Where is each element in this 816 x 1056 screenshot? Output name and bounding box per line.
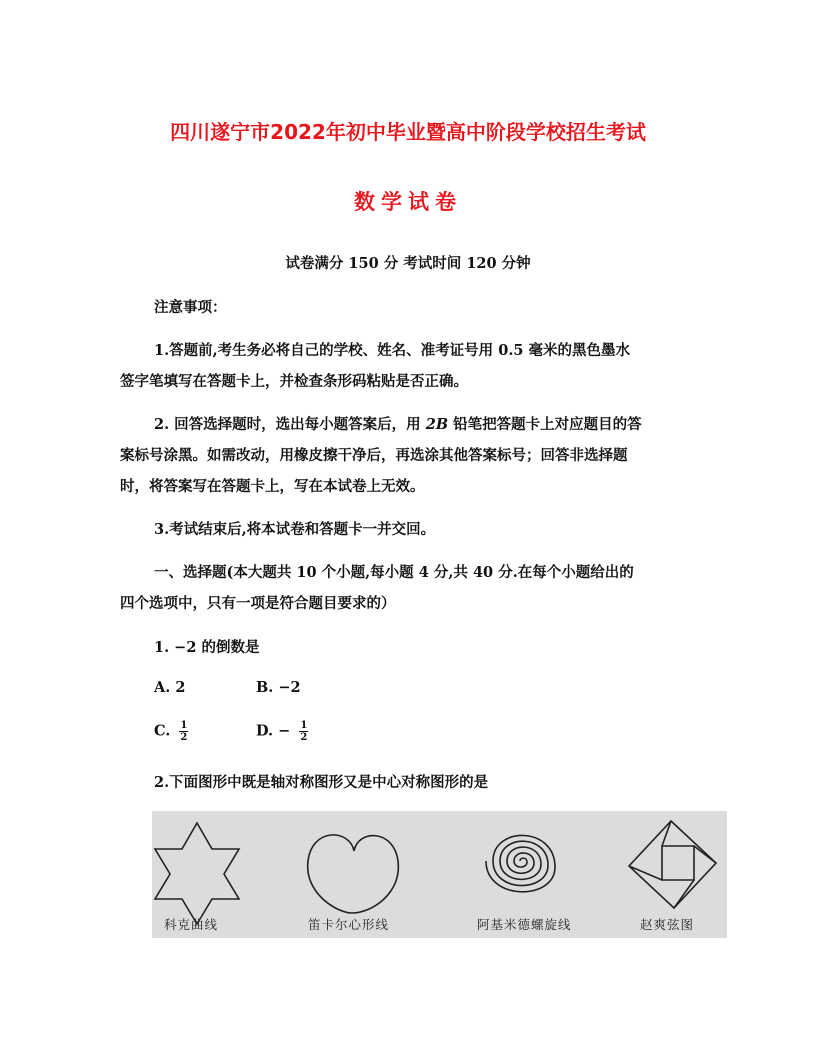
exam-subtitle: 数学试卷: [354, 190, 462, 214]
notice-item-1-line-1: 1.答题前,考生务必将自己的学校、姓名、准考证号用 0.5 毫米的黑色墨水: [154, 342, 631, 359]
exam-title: 四川遂宁市2022年初中毕业暨高中阶段学校招生考试: [170, 120, 646, 144]
question-1-option-d: [256, 720, 308, 743]
koch-curve-shape: [155, 823, 239, 924]
question-1-stem: 1. −2 的倒数是: [154, 639, 260, 656]
caption-archimedean-spiral: 阿基米德螺旋线: [477, 917, 572, 932]
zhao-shuang-diagram-shape: [629, 821, 716, 908]
notice-item-2-text-a: 2. 回答选择题时，选出每小题答案后，用: [154, 416, 426, 433]
question-1-option-c: [154, 720, 188, 743]
question-2-figure: [152, 811, 727, 938]
caption-cardioid: 笛卡尔心形线: [308, 917, 390, 932]
question-1-option-b: B. −2: [256, 679, 301, 696]
option-d-label: D. −: [256, 722, 291, 740]
caption-koch-curve: 科克曲线: [164, 917, 219, 932]
option-c-label: C.: [154, 722, 171, 740]
notice-item-3: 3.考试结束后,将本试卷和答题卡一并交回。: [154, 521, 436, 538]
notice-item-2-math: 2B: [425, 416, 449, 433]
notice-item-2-text-b: 铅笔把答题卡上对应题目的答: [448, 416, 642, 433]
cardioid-shape: [308, 835, 399, 913]
notice-item-2-line-2: 案标号涂黑。如需改动，用橡皮擦干净后，再选涂其他答案标号；回答非选择题: [120, 447, 628, 464]
exam-meta: 试卷满分 150 分 考试时间 120 分钟: [285, 255, 531, 272]
question-1-option-a: A. 2: [154, 679, 186, 696]
option-c-denominator: 2: [180, 732, 188, 743]
option-d-numerator: 1: [300, 720, 308, 731]
notice-item-2-line-3: 时，将答案写在答题卡上，写在本试卷上无效。: [120, 478, 425, 495]
archimedean-spiral-shape: [486, 835, 555, 891]
question-2-stem: 2.下面图形中既是轴对称图形又是中心对称图形的是: [154, 774, 489, 791]
section-1-heading-line-2: 四个选项中，只有一项是符合题目要求的）: [120, 595, 396, 612]
option-c-fraction: [179, 720, 188, 743]
section-1-heading-line-1: 一、选择题(本大题共 10 个小题,每小题 4 分,共 40 分.在每个小题给出的: [154, 564, 634, 581]
notice-item-2-line-1: [154, 413, 642, 434]
option-c-numerator: 1: [180, 720, 188, 731]
notice-heading: 注意事项：: [154, 299, 227, 316]
notice-item-1-line-2: 签字笔填写在答题卡上，并检查条形码粘贴是否正确。: [120, 373, 468, 390]
option-d-denominator: 2: [300, 732, 308, 743]
option-d-fraction: [299, 720, 308, 743]
caption-zhao-shuang-diagram: 赵爽弦图: [640, 917, 695, 932]
